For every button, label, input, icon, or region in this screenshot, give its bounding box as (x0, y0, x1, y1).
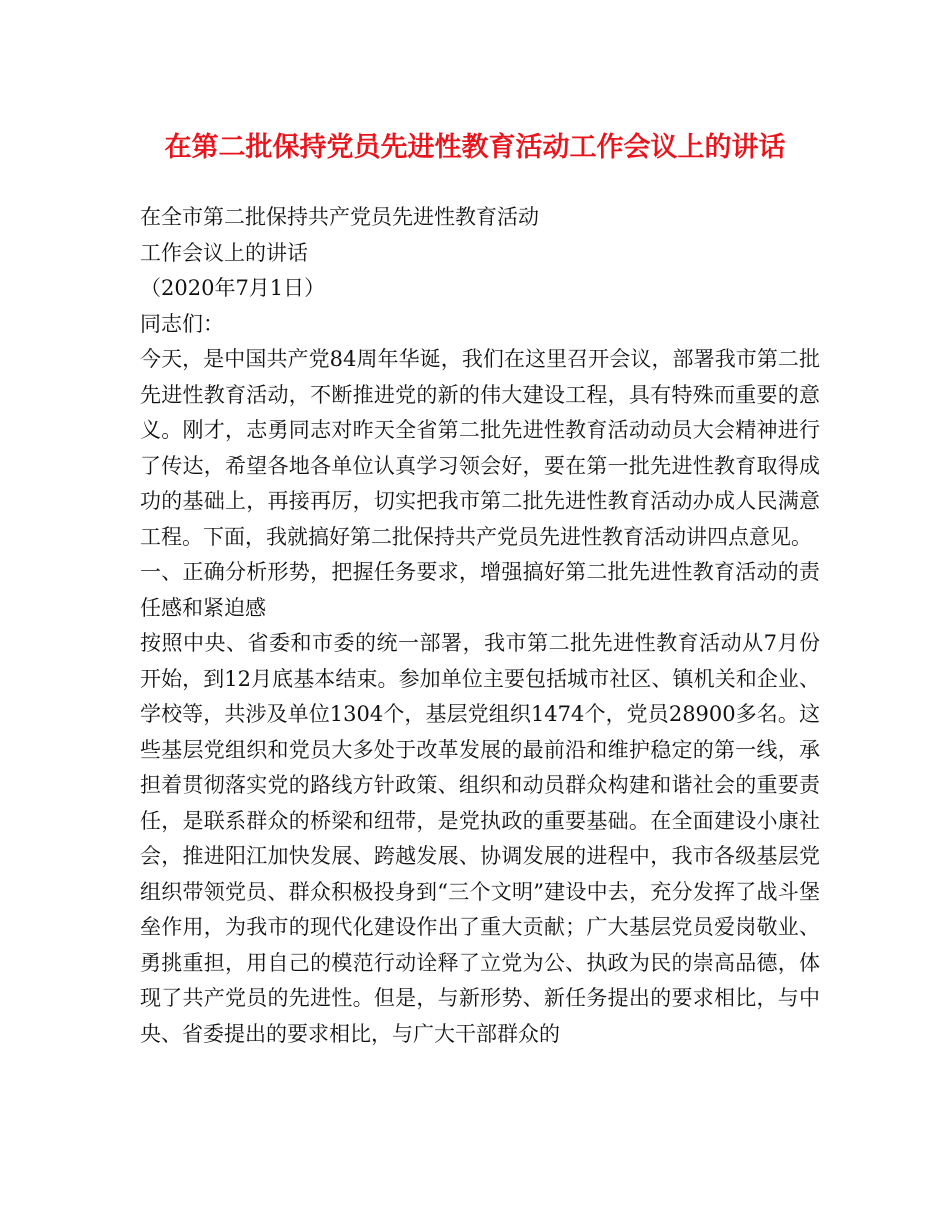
subtitle-line-1: 在全市第二批保持共产党员先进性教育活动 (140, 205, 539, 229)
paragraph-intro: 今天，是中国共产党84周年华诞，我们在这里召开会议，部署我市第二批先进性教育活动，不断推进党的新的伟大建设工程，具有特殊而重要的意义。刚才，志勇同志对昨天全省第二批先进性教育活动动员大会精神进行了传达，希望各地各单位认真学习领会好，要在第一批先进性教育取得成功的基础上，再接再厉，切实把我市第二批先进性教育活动办成人民满意工程。下面，我就搞好第二批保持共产党员先进性教育活动讲四点意见。 (140, 347, 820, 549)
paragraph-section-1: 按照中央、省委和市委的统一部署，我市第二批先进性教育活动从7月份开始，到12月底基本结束。参加单位主要包括城市社区、镇机关和企业、学校等，共涉及单位1304个，基层党组织1474个，党员28900多名。这些基层党组织和党员大多处于改革发展的最前沿和维护稳定的第一线，承担着贯彻落实党的路线方针政策、组织和动员群众构建和谐社会的重要责任，是联系群众的桥梁和纽带，是党执政的重要基础。在全面建设小康社会，推进阳江加快发展、跨越发展、协调发展的进程中，我市各级基层党组织带领党员、群众积极投身到“三个文明”建设中去，充分发挥了战斗堡垒作用，为我市的现代化建设作出了重大贡献；广大基层党员爱岗敬业、勇挑重担，用自己的模范行动诠释了立党为公、执政为民的崇高品德，体现了共产党员的先进性。但是，与新形势、新任务提出的要求相比，与中央、省委提出的要求相比，与广大干部群众的 (140, 631, 820, 1046)
subtitle-line-2: 工作会议上的讲话 (140, 240, 308, 265)
speech-date: （2020年7月1日） (140, 276, 326, 300)
section-heading-1: 一、正确分析形势，把握任务要求，增强搞好第二批先进性教育活动的责任感和紧迫感 (140, 560, 820, 620)
salutation: 同志们： (140, 311, 224, 336)
document-title: 在第二批保持党员先进性教育活动工作会议上的讲话 (164, 132, 786, 163)
document-body (140, 200, 820, 1052)
